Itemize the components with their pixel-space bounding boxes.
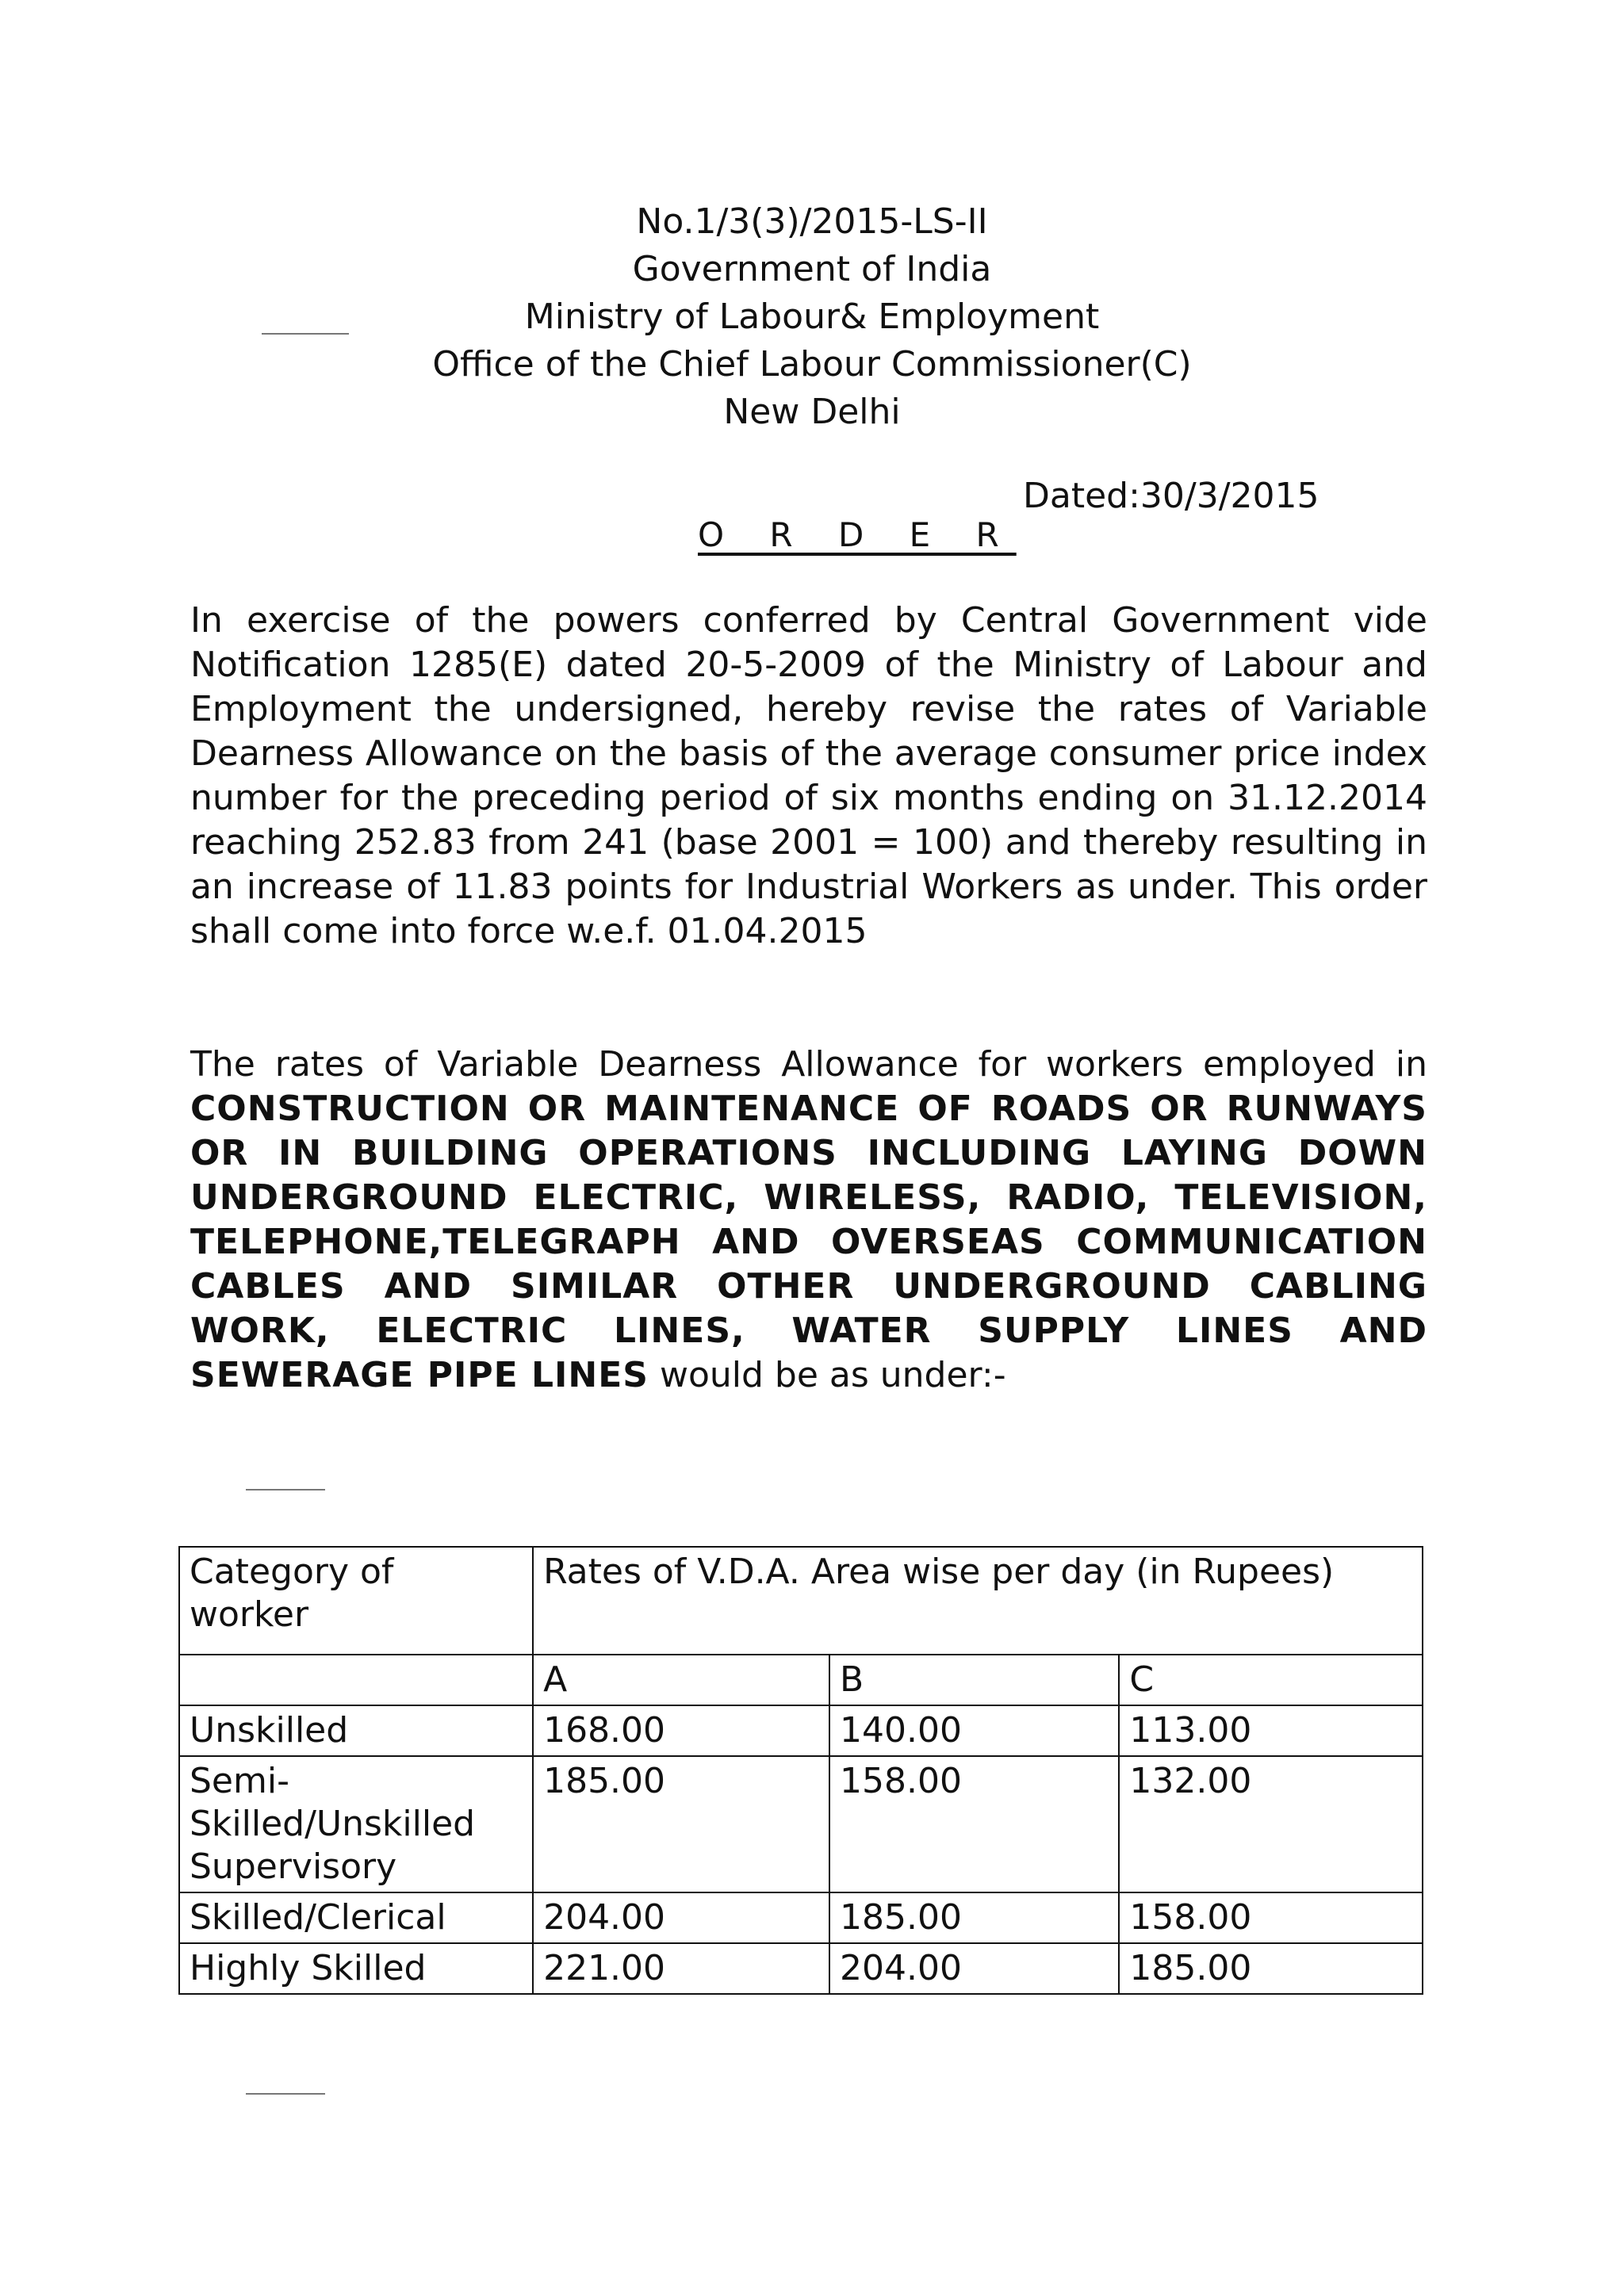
table-header-row — [179, 1547, 1423, 1655]
table-row — [179, 1943, 1423, 1994]
category-cell: Unskilled — [179, 1705, 533, 1756]
table-row — [179, 1892, 1423, 1943]
vda-rates-table — [178, 1546, 1423, 1995]
city-name: New Delhi — [723, 392, 901, 432]
scan-mark — [262, 333, 349, 335]
reference-number: No.1/3(3)/2015-LS-II — [636, 201, 988, 242]
rate-c-cell: 185.00 — [1119, 1943, 1423, 1994]
paragraph-2-outro: would be as under:- — [659, 1355, 1006, 1395]
paragraph-2-intro: The rates of Variable Dearness Allowance for workers employed in — [190, 1044, 1427, 1085]
government-name: Government of India — [632, 249, 992, 289]
rate-a-cell: 185.00 — [533, 1756, 829, 1892]
table-row — [179, 1756, 1423, 1892]
header-rates-cell: Rates of V.D.A. Area wise per day (in Rupees) — [533, 1547, 1423, 1655]
rate-b-cell: 140.00 — [829, 1705, 1119, 1756]
area-blank-cell — [179, 1655, 533, 1705]
paragraph-2-sectors: CONSTRUCTION OR MAINTENANCE OF ROADS OR RUNWAYS OR IN BUILDING OPERATIONS INCLUDING LAYING DOWN UNDERGROUND ELECTRIC, WIRELESS, RADIO, TELEVISION, TELEPHONE,TELEGRAPH AND OVERSEAS COMMUNICATION CABLES AND SIMILAR OTHER UNDERGROUND CABLING WORK, ELECTRIC LINES, WATER SUPPLY LINES AND SEWERAGE PIPE LINES — [190, 1089, 1427, 1395]
order-title: O R D E R — [698, 515, 1017, 554]
letterhead — [0, 198, 1624, 436]
category-cell: Highly Skilled — [179, 1943, 533, 1994]
table-area-row — [179, 1655, 1423, 1705]
area-a-cell: A — [533, 1655, 829, 1705]
area-b-cell: B — [829, 1655, 1119, 1705]
rate-b-cell: 204.00 — [829, 1943, 1119, 1994]
scan-mark — [246, 1489, 325, 1490]
rate-b-cell: 158.00 — [829, 1756, 1119, 1892]
ministry-name: Ministry of Labour& Employment — [524, 297, 1100, 337]
order-date: Dated:30/3/2015 — [1023, 476, 1320, 516]
rate-a-cell: 204.00 — [533, 1892, 829, 1943]
area-c-cell: C — [1119, 1655, 1423, 1705]
rate-c-cell: 158.00 — [1119, 1892, 1423, 1943]
office-name: Office of the Chief Labour Commissioner(C) — [432, 344, 1192, 385]
scan-mark — [246, 2093, 325, 2095]
rate-c-cell: 132.00 — [1119, 1756, 1423, 1892]
header-category-cell: Category of worker — [179, 1547, 533, 1655]
rate-b-cell: 185.00 — [829, 1892, 1119, 1943]
rate-a-cell: 221.00 — [533, 1943, 829, 1994]
order-paragraph-2 — [190, 1043, 1427, 1398]
category-cell: Skilled/Clerical — [179, 1892, 533, 1943]
category-cell: Semi-Skilled/Unskilled Supervisory — [179, 1756, 533, 1892]
order-paragraph-1: In exercise of the powers conferred by Central Government vide Notification 1285(E) dated 20-5-2009 of the Ministry of Labour and Employment the undersigned, hereby revise the rates of Variable Dearness Allowance on the basis of the average consumer price index number for the preceding period of six months ending on 31.12.2014 reaching 252.83 from 241 (base 2001 = 100) and thereby resulting in an increase of 11.83 points for Industrial Workers as under. This order shall come into force w.e.f. 01.04.2015 — [190, 600, 1427, 951]
rate-a-cell: 168.00 — [533, 1705, 829, 1756]
table-row — [179, 1705, 1423, 1756]
rate-c-cell: 113.00 — [1119, 1705, 1423, 1756]
